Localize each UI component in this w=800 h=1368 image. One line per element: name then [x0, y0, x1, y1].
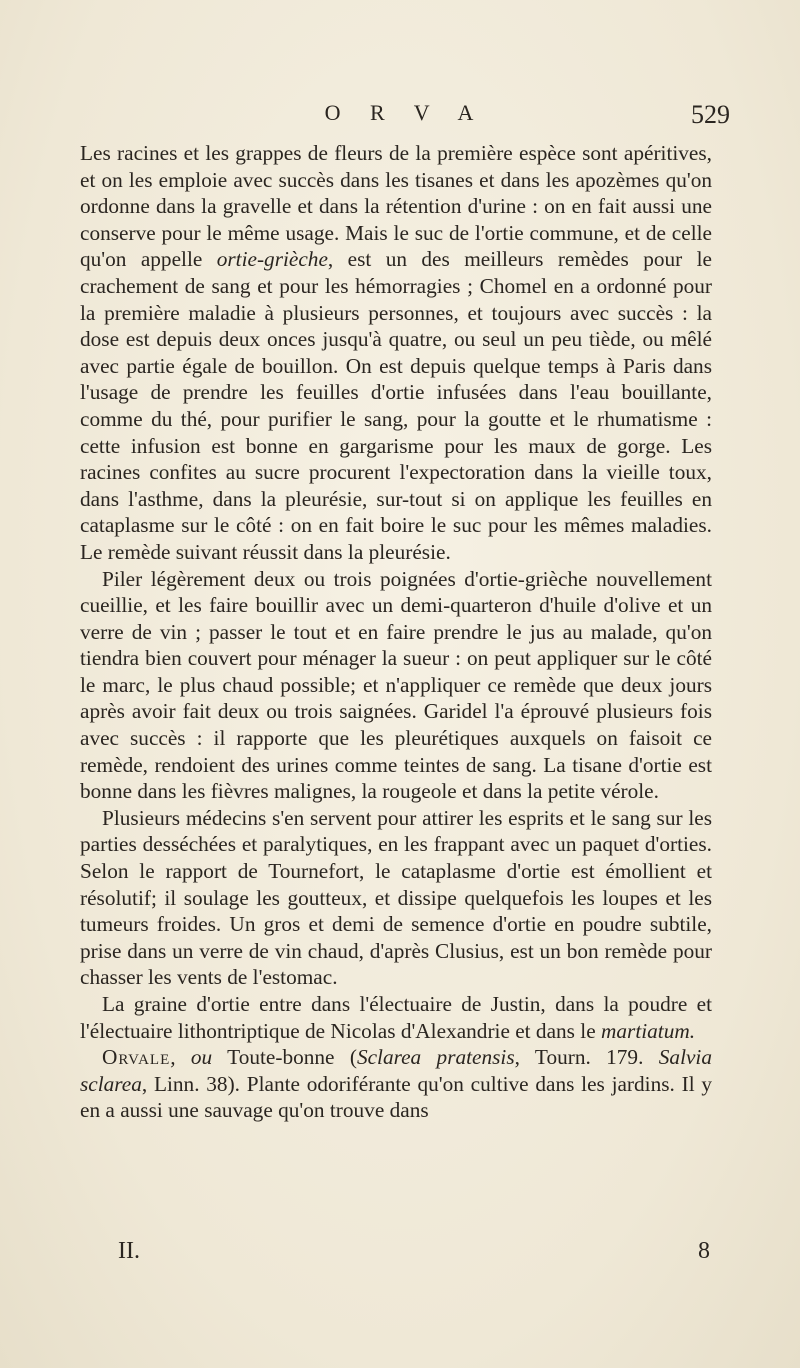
entry-orvale: Orvale, ou Toute-bonne (Sclarea pratensis, Tourn. 179. Salvia sclarea, Linn. 38). Plante odoriférante qu'on cultive dans les jardins. Il y en a aussi une sauvage qu'on trouve dans [80, 1045, 712, 1123]
page-footer [118, 1238, 710, 1278]
paragraph-4: La graine d'ortie entre dans l'électuaire de Justin, dans la poudre et l'électuaire lithontriptique de Nicolas d'Alexandrie et dans le martiatum. [80, 992, 712, 1043]
running-head: O R V A [324, 100, 486, 125]
volume-signature: II. [118, 1238, 140, 1264]
latin-name: Salvia sclarea [80, 1045, 712, 1096]
page-number: 529 [691, 100, 730, 129]
paragraph-1: Les racines et les grappes de fleurs de la première espèce sont apéritives, et on les emploie avec succès dans les tisanes et dans les apozèmes qu'on ordonne dans la gravelle et dans la rétention d'urine : on en fait aussi une conserve pour le même usage. Mais le suc de l'ortie commune, et de celle qu'on appelle ortie-grièche, est un des meilleurs remèdes pour le crachement de sang et pour les hémorragies ; Chomel en a ordonné pour la première maladie à plusieurs personnes, et toujours avec succès : la dose est depuis deux onces jusqu'à quatre, ou seul un peu tiède, ou mêlé avec partie égale de bouillon. On est depuis quelque temps à Paris dans l'usage de prendre les feuilles d'ortie infusées dans l'eau bouillante, comme du thé, pour purifier le sang, pour la goutte et le rhumatisme : cette infusion est bonne en gargarisme pour les maux de gorge. Les racines confites au sucre procurent l'expectoration dans la vieille toux, dans l'asthme, dans la pleurésie, sur-tout si on applique les feuilles en cataplasme sur le côté : on en fait boire le suc pour les mêmes maladies. Le remède suivant réussit dans la pleurésie. [80, 141, 713, 564]
latin-name: Sclarea pratensis [356, 1045, 515, 1070]
page-header [80, 100, 730, 140]
italic-term: ortie-grièche [216, 247, 328, 272]
main-text [80, 140, 712, 1124]
entry-headword: Orvale [102, 1045, 171, 1070]
sheet-number: 8 [698, 1238, 710, 1264]
paragraph-2: Piler légèrement deux ou trois poignées d'ortie-grièche nouvellement cueillie, et les faire bouillir avec un demi-quarteron d'huile d'olive et un verre de vin ; passer le tout et en faire prendre le jus au malade, qu'on tiendra bien couvert pour ménager la sueur : on peut appliquer sur le côté le marc, le plus chaud possible; et n'appliquer ce remède que deux jours après avoir fait deux ou trois saignées. Garidel l'a éprouvé plusieurs fois avec succès : il rapporte que les pleurétiques auxquels on faisoit ce remède, rendoient des urines comme teintes de sang. La tisane d'ortie est bonne dans les fièvres malignes, la rougeole et dans la petite vérole. [80, 566, 712, 804]
paragraph-3: Plusieurs médecins s'en servent pour attirer les esprits et le sang sur les parties desséchées et paralytiques, en les frappant avec un paquet d'orties. Selon le rapport de Tournefort, le cataplasme d'ortie est émollient et résolutif; il soulage les goutteux, et dissipe quelquefois les loupes et les tumeurs froides. Un gros et demi de semence d'ortie en poudre subtile, prise dans un verre de vin chaud, d'après Clusius, est un bon remède pour chasser les vents de l'estomac. [80, 805, 712, 990]
italic-term: martiatum. [601, 1018, 696, 1043]
